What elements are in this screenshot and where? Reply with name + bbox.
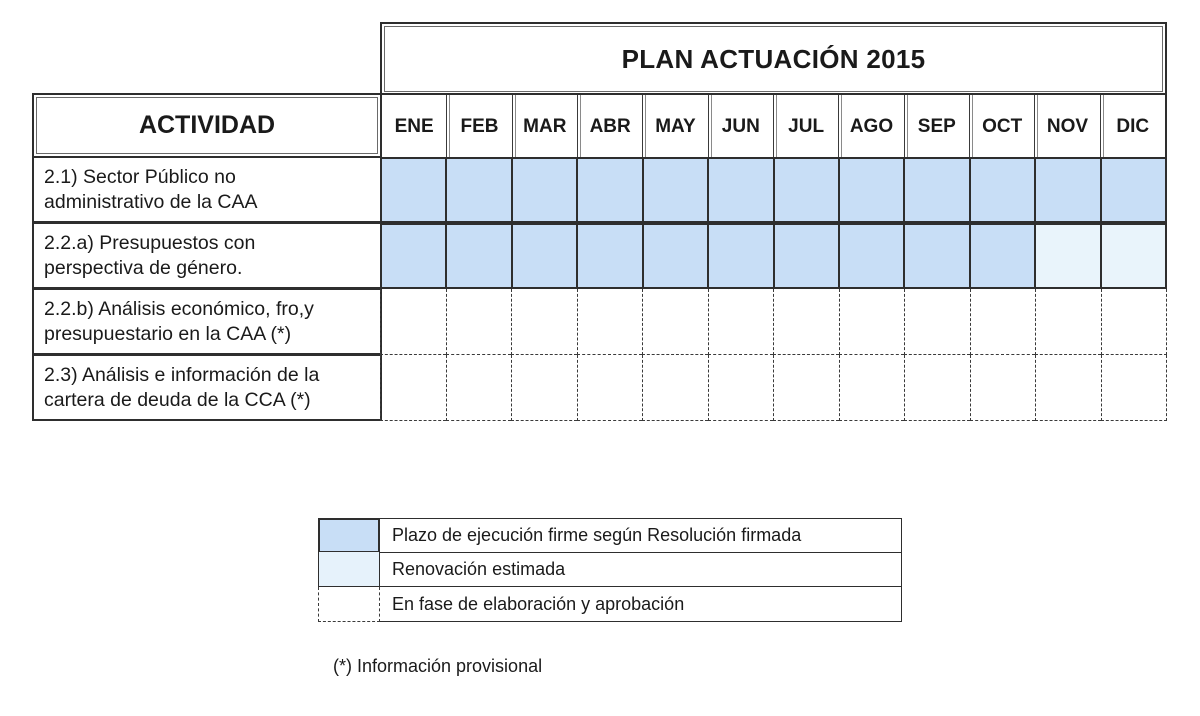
activity-name-line: presupuestario en la CAA (*) bbox=[44, 323, 292, 345]
legend-item-pending bbox=[318, 587, 902, 622]
schedule-cell-pending bbox=[446, 289, 512, 355]
activity-name bbox=[32, 289, 382, 355]
schedule-cell-firm bbox=[382, 159, 445, 221]
schedule-cell-firm bbox=[445, 225, 510, 287]
schedule-cell-pending bbox=[773, 355, 839, 421]
schedule-cell-firm bbox=[773, 225, 838, 287]
activity-name-line: 2.3) Análisis e información de la bbox=[44, 364, 320, 386]
legend-item-firm bbox=[318, 518, 902, 553]
schedule-cell-firm bbox=[903, 225, 968, 287]
schedule-cell-firm bbox=[838, 159, 903, 221]
activity-name-line: 2.2.b) Análisis económico, fro,y bbox=[44, 298, 314, 320]
legend-label: Renovación estimada bbox=[380, 552, 902, 587]
schedule-cell-pending bbox=[970, 355, 1036, 421]
activity-name bbox=[32, 157, 382, 223]
legend-swatch-firm bbox=[318, 518, 380, 553]
legend-item-estimated bbox=[318, 552, 902, 587]
legend bbox=[318, 518, 902, 622]
schedule-cell-firm bbox=[773, 159, 838, 221]
schedule-cell-pending bbox=[970, 289, 1036, 355]
schedule-row bbox=[380, 157, 1167, 223]
activity-name-line: perspectiva de género. bbox=[44, 257, 243, 279]
month-header: JUL bbox=[773, 95, 838, 158]
month-header: JUN bbox=[708, 95, 773, 158]
schedule-cell-firm bbox=[382, 225, 445, 287]
month-header: ABR bbox=[577, 95, 642, 158]
schedule-cell-firm bbox=[838, 225, 903, 287]
activity-name-line: administrativo de la CAA bbox=[44, 191, 258, 213]
activity-name bbox=[32, 355, 382, 421]
schedule-cell-pending bbox=[380, 355, 446, 421]
schedule-cell-pending bbox=[642, 289, 708, 355]
legend-label: Plazo de ejecución firme según Resolución firmada bbox=[380, 518, 902, 553]
schedule-cell-firm bbox=[511, 225, 576, 287]
schedule-cell-estimated bbox=[1034, 225, 1099, 287]
month-header: AGO bbox=[838, 95, 903, 158]
schedule-cell-pending bbox=[511, 289, 577, 355]
schedule-cell-firm bbox=[707, 159, 772, 221]
schedule-cell-pending bbox=[773, 289, 839, 355]
schedule-cell-pending bbox=[708, 355, 774, 421]
schedule-row bbox=[380, 289, 1167, 355]
schedule-row bbox=[380, 223, 1167, 289]
activity-column-header: ACTIVIDAD bbox=[32, 93, 382, 158]
schedule-cell-estimated bbox=[1100, 225, 1165, 287]
schedule-cell-firm bbox=[969, 225, 1034, 287]
month-header: ENE bbox=[394, 115, 434, 137]
schedule-cell-firm bbox=[511, 159, 576, 221]
legend-swatch-pending bbox=[318, 587, 380, 622]
schedule-cell-firm bbox=[1100, 159, 1165, 221]
schedule-cell-firm bbox=[969, 159, 1034, 221]
schedule-cell-firm bbox=[707, 225, 772, 287]
schedule-cell-pending bbox=[511, 355, 577, 421]
schedule-cell-pending bbox=[577, 289, 643, 355]
activity-name bbox=[32, 223, 382, 289]
month-header: FEB bbox=[446, 95, 511, 158]
schedule-cell-pending bbox=[446, 355, 512, 421]
month-header: MAY bbox=[642, 95, 707, 158]
activity-name-line: cartera de deuda de la CCA (*) bbox=[44, 389, 311, 411]
schedule-cell-pending bbox=[904, 355, 970, 421]
month-header: SEP bbox=[904, 95, 969, 158]
schedule-cell-firm bbox=[576, 225, 641, 287]
schedule-cell-pending bbox=[1035, 289, 1101, 355]
schedule-cell-pending bbox=[1035, 355, 1101, 421]
month-header: NOV bbox=[1034, 95, 1099, 158]
schedule-cell-pending bbox=[839, 289, 905, 355]
schedule-cell-firm bbox=[576, 159, 641, 221]
schedule-cell-pending bbox=[708, 289, 774, 355]
schedule-cell-firm bbox=[445, 159, 510, 221]
schedule-cell-pending bbox=[380, 289, 446, 355]
schedule-cell-firm bbox=[642, 225, 707, 287]
month-header: OCT bbox=[969, 95, 1034, 158]
month-header-row bbox=[380, 93, 1167, 158]
footnote: (*) Información provisional bbox=[333, 656, 543, 676]
schedule-cell-pending bbox=[904, 289, 970, 355]
activity-name-line: 2.2.a) Presupuestos con bbox=[44, 232, 256, 254]
legend-swatch-estimated bbox=[318, 552, 380, 587]
legend-label: En fase de elaboración y aprobación bbox=[380, 587, 902, 622]
schedule-cell-pending bbox=[1101, 289, 1168, 355]
schedule-cell-firm bbox=[903, 159, 968, 221]
schedule-cell-pending bbox=[839, 355, 905, 421]
month-header: DIC bbox=[1100, 95, 1165, 158]
schedule-cell-firm bbox=[642, 159, 707, 221]
month-header: MAR bbox=[512, 95, 577, 158]
schedule-cell-firm bbox=[1034, 159, 1099, 221]
schedule-cell-pending bbox=[642, 355, 708, 421]
schedule-cell-pending bbox=[577, 355, 643, 421]
schedule-row bbox=[380, 355, 1167, 421]
activity-name-line: 2.1) Sector Público no bbox=[44, 166, 236, 188]
plan-title: PLAN ACTUACIÓN 2015 bbox=[380, 22, 1167, 94]
schedule-cell-pending bbox=[1101, 355, 1168, 421]
